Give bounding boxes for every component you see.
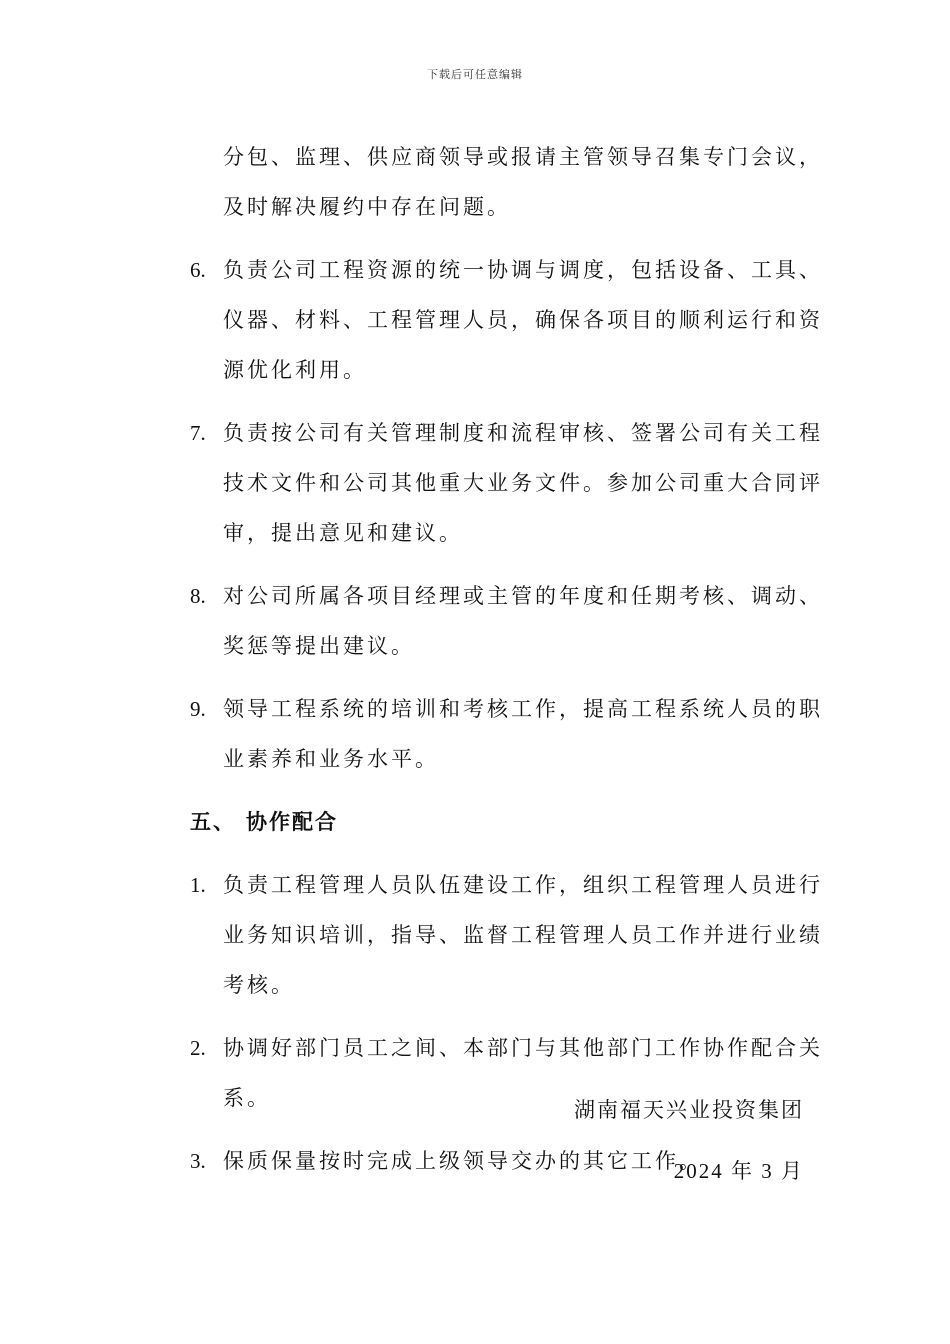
list-number: 8. xyxy=(190,584,206,608)
list-item-1 xyxy=(190,860,830,1010)
list-number: 9. xyxy=(190,697,206,721)
section-heading xyxy=(190,797,830,847)
list-number: 7. xyxy=(190,421,206,445)
page-header: 下载后可任意编辑 xyxy=(427,68,523,81)
list-text: 领导工程系统的培训和考核工作，提高工程系统人员的职业素养和业务水平。 xyxy=(223,697,823,771)
list-text: 负责工程管理人员队伍建设工作，组织工程管理人员进行业务知识培训，指导、监督工程管理人员工作并进行业绩考核。 xyxy=(223,873,823,997)
list-number: 1. xyxy=(190,873,206,897)
list-number: 6. xyxy=(190,258,206,282)
continuation-paragraph: 分包、监理、供应商领导或报请主管领导召集专门会议，及时解决履约中存在问题。 xyxy=(223,145,823,219)
list-number: 3. xyxy=(190,1149,206,1173)
list-item-7 xyxy=(190,408,830,558)
list-item-8 xyxy=(190,571,830,671)
section-number: 五、 xyxy=(190,809,236,834)
section-title: 协作配合 xyxy=(246,809,338,834)
list-text: 负责按公司有关管理制度和流程审核、签署公司有关工程技术文件和公司其他重大业务文件。参加公司重大合同评审，提出意见和建议。 xyxy=(223,421,823,545)
list-item-9 xyxy=(190,684,830,784)
list-text: 协调好部门员工之间、本部门与其他部门工作协作配合关系。 xyxy=(223,1036,823,1110)
signature-date: 2024 年 3 月 xyxy=(673,1159,804,1183)
list-number: 2. xyxy=(190,1036,206,1060)
list-text: 保质保量按时完成上级领导交办的其它工作。 xyxy=(223,1149,703,1173)
document-body xyxy=(190,132,830,1199)
list-item-6 xyxy=(190,245,830,395)
list-text: 负责公司工程资源的统一协调与调度，包括设备、工具、仪器、材料、工程管理人员，确保各项目的顺利运行和资源优化利用。 xyxy=(223,258,823,382)
signature-organization: 湖南福天兴业投资集团 xyxy=(574,1098,804,1122)
list-text: 对公司所属各项目经理或主管的年度和任期考核、调动、奖惩等提出建议。 xyxy=(223,584,823,658)
